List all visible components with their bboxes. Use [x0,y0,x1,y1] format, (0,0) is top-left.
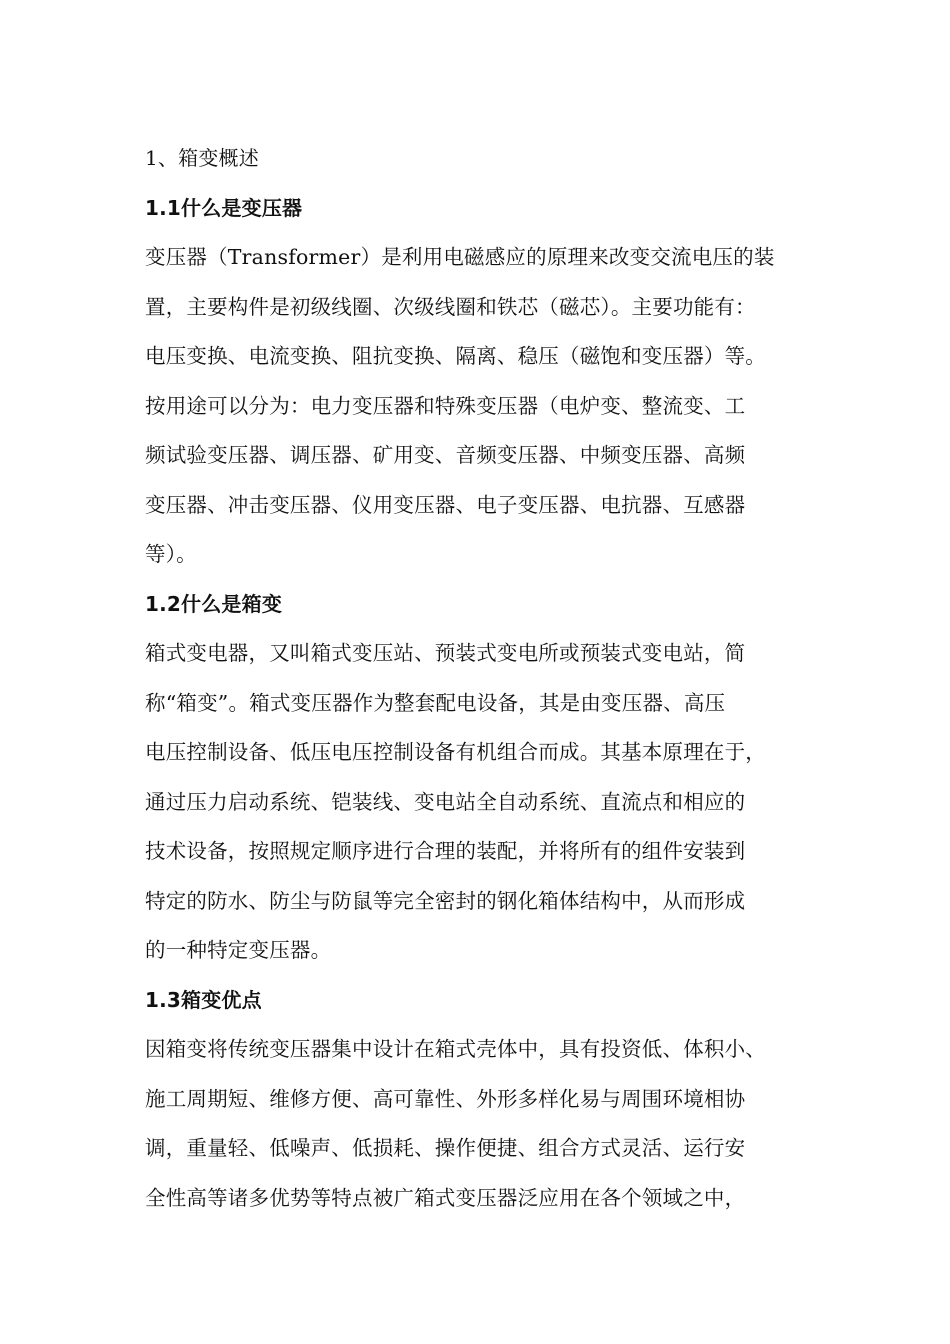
text-line: 的一种特定变压器。 [145,938,332,962]
text-line: 技术设备，按照规定顺序进行合理的装配，并将所有的组件安装到 [145,839,746,863]
text-line: 电压变换、电流变换、阻抗变换、隔离、稳压（磁饱和变压器）等。 [145,344,766,368]
subsection-heading-1-2: 1.2什么是箱变 [145,591,283,616]
paragraph-advantages [145,1025,810,1223]
text-line: 通过压力启动系统、铠装线、变电站全自动系统、直流点和相应的 [145,789,746,814]
text-line: 按用途可以分为：电力变压器和特殊变压器（电炉变、整流变、工 [145,393,746,418]
text-line: 置，主要构件是初级线圈、次级线圈和铁芯（磁芯）。主要功能有： [145,294,756,319]
text-line: 特定的防水、防尘与防鼠等完全密封的钢化箱体结构中，从而形成 [145,888,746,913]
text-line: 因箱变将传统变压器集中设计在箱式壳体中，具有投资低、体积小、 [145,1037,766,1061]
paragraph-transformer [145,233,810,580]
text-line: 电压控制设备、低压电压控制设备有机组合而成。其基本原理在于， [145,740,766,764]
text-line: 等）。 [145,542,197,566]
section-title: 1、箱变概述 [145,146,259,170]
text-line: 频试验变压器、调压器、矿用变、音频变压器、中频变压器、高频 [145,443,746,467]
text-line: 全性高等诸多优势等特点被广箱式变压器泛应用在各个领域之中， [145,1185,746,1210]
text-line: 施工周期短、维修方便、高可靠性、外形多样化易与周围环境相协 [145,1086,746,1111]
text-line: 称“箱变”。箱式变压器作为整套配电设备，其是由变压器、高压 [145,690,726,715]
text-line: 变压器、冲击变压器、仪用变压器、电子变压器、电抗器、互感器 [145,492,746,517]
subsection-heading-1-1: 1.1什么是变压器 [145,195,303,220]
text-line: 变压器（Transformer）是利用电磁感应的原理来改变交流电压的装 [145,245,775,269]
text-line: 箱式变电器，又叫箱式变压站、预装式变电所或预装式变电站，简 [145,641,746,665]
text-line: 调，重量轻、低噪声、低损耗、操作便捷、组合方式灵活、运行安 [145,1136,746,1160]
subsection-heading-1-3: 1.3箱变优点 [145,987,262,1012]
document-body [145,134,810,1223]
paragraph-box-substation [145,629,810,976]
